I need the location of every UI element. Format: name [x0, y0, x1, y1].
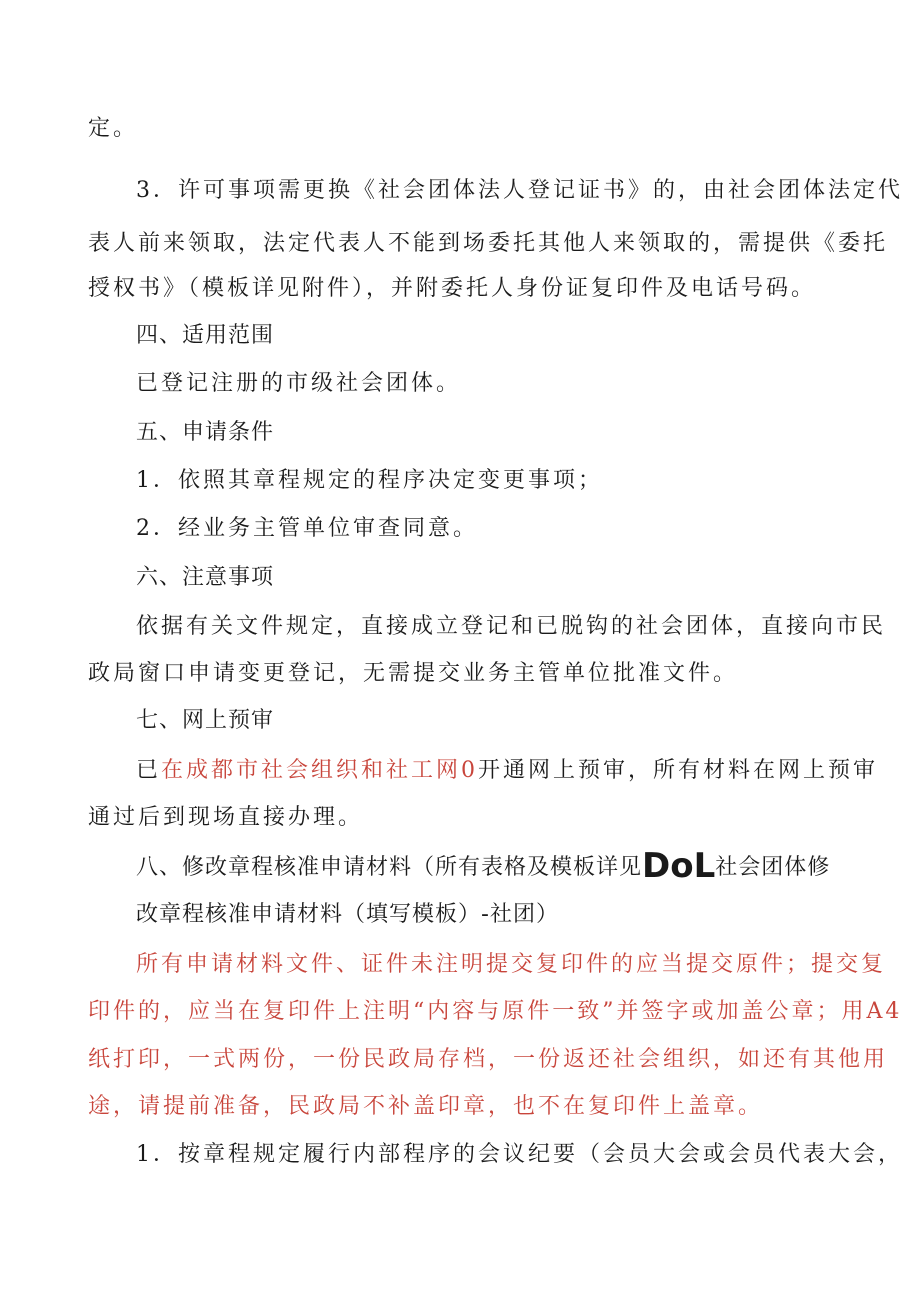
paragraph-line: 依据有关文件规定，直接成立登记和已脱钩的社会团体，直接向市民	[136, 614, 887, 639]
text-span: 已	[136, 758, 162, 783]
heading-artifact-text: DoL	[642, 846, 716, 886]
paragraph-line: 1．依照其章程规定的程序决定变更事项；	[136, 468, 603, 493]
heading-text: 社会团体修	[715, 855, 831, 880]
paragraph-line: 授权书》（模板详见附件），并附委托人身份证复印件及电话号码。	[88, 276, 817, 301]
website-reference: 在成都市社会组织和社工网0	[161, 758, 479, 783]
section-heading: 五、申请条件	[136, 420, 275, 445]
notice-line: 途，请提前准备，民政局不补盖印章，也不在复印件上盖章。	[88, 1094, 764, 1119]
section-heading	[136, 846, 831, 886]
paragraph-line: 已登记注册的市级社会团体。	[136, 371, 462, 396]
paragraph-line: 2．经业务主管单位审查同意。	[136, 516, 478, 541]
paragraph-line: 3．许可事项需更换《社会团体法人登记证书》的，由社会团体法定代	[136, 178, 903, 203]
paragraph-line: 定。	[88, 116, 139, 141]
heading-text: 八、修改章程核准申请材料（所有表格及模板详见	[136, 855, 643, 880]
paragraph-line: 1．按章程规定履行内部程序的会议纪要（会员大会或会员代表大会，	[136, 1142, 903, 1167]
paragraph-line: 通过后到现场直接办理。	[88, 805, 364, 830]
paragraph-line	[136, 756, 878, 786]
section-heading-continued: 改章程核准申请材料（填写模板）-社团）	[136, 902, 559, 927]
section-heading: 四、适用范围	[136, 323, 275, 348]
section-heading: 七、网上预审	[136, 708, 275, 733]
notice-line: 印件的，应当在复印件上注明“内容与原件一致”并签字或加盖公章；用A4	[88, 999, 903, 1024]
notice-line: 所有申请材料文件、证件未注明提交复印件的应当提交原件；提交复	[136, 952, 887, 977]
text-span: 开通网上预审，所有材料在网上预审	[478, 758, 879, 783]
section-heading: 六、注意事项	[136, 565, 275, 590]
paragraph-line: 表人前来领取，法定代表人不能到场委托其他人来领取的，需提供《委托	[88, 231, 889, 256]
notice-line: 纸打印，一式两份，一份民政局存档，一份返还社会组织，如还有其他用	[88, 1047, 889, 1072]
paragraph-line: 政局窗口申请变更登记，无需提交业务主管单位批准文件。	[88, 661, 739, 686]
